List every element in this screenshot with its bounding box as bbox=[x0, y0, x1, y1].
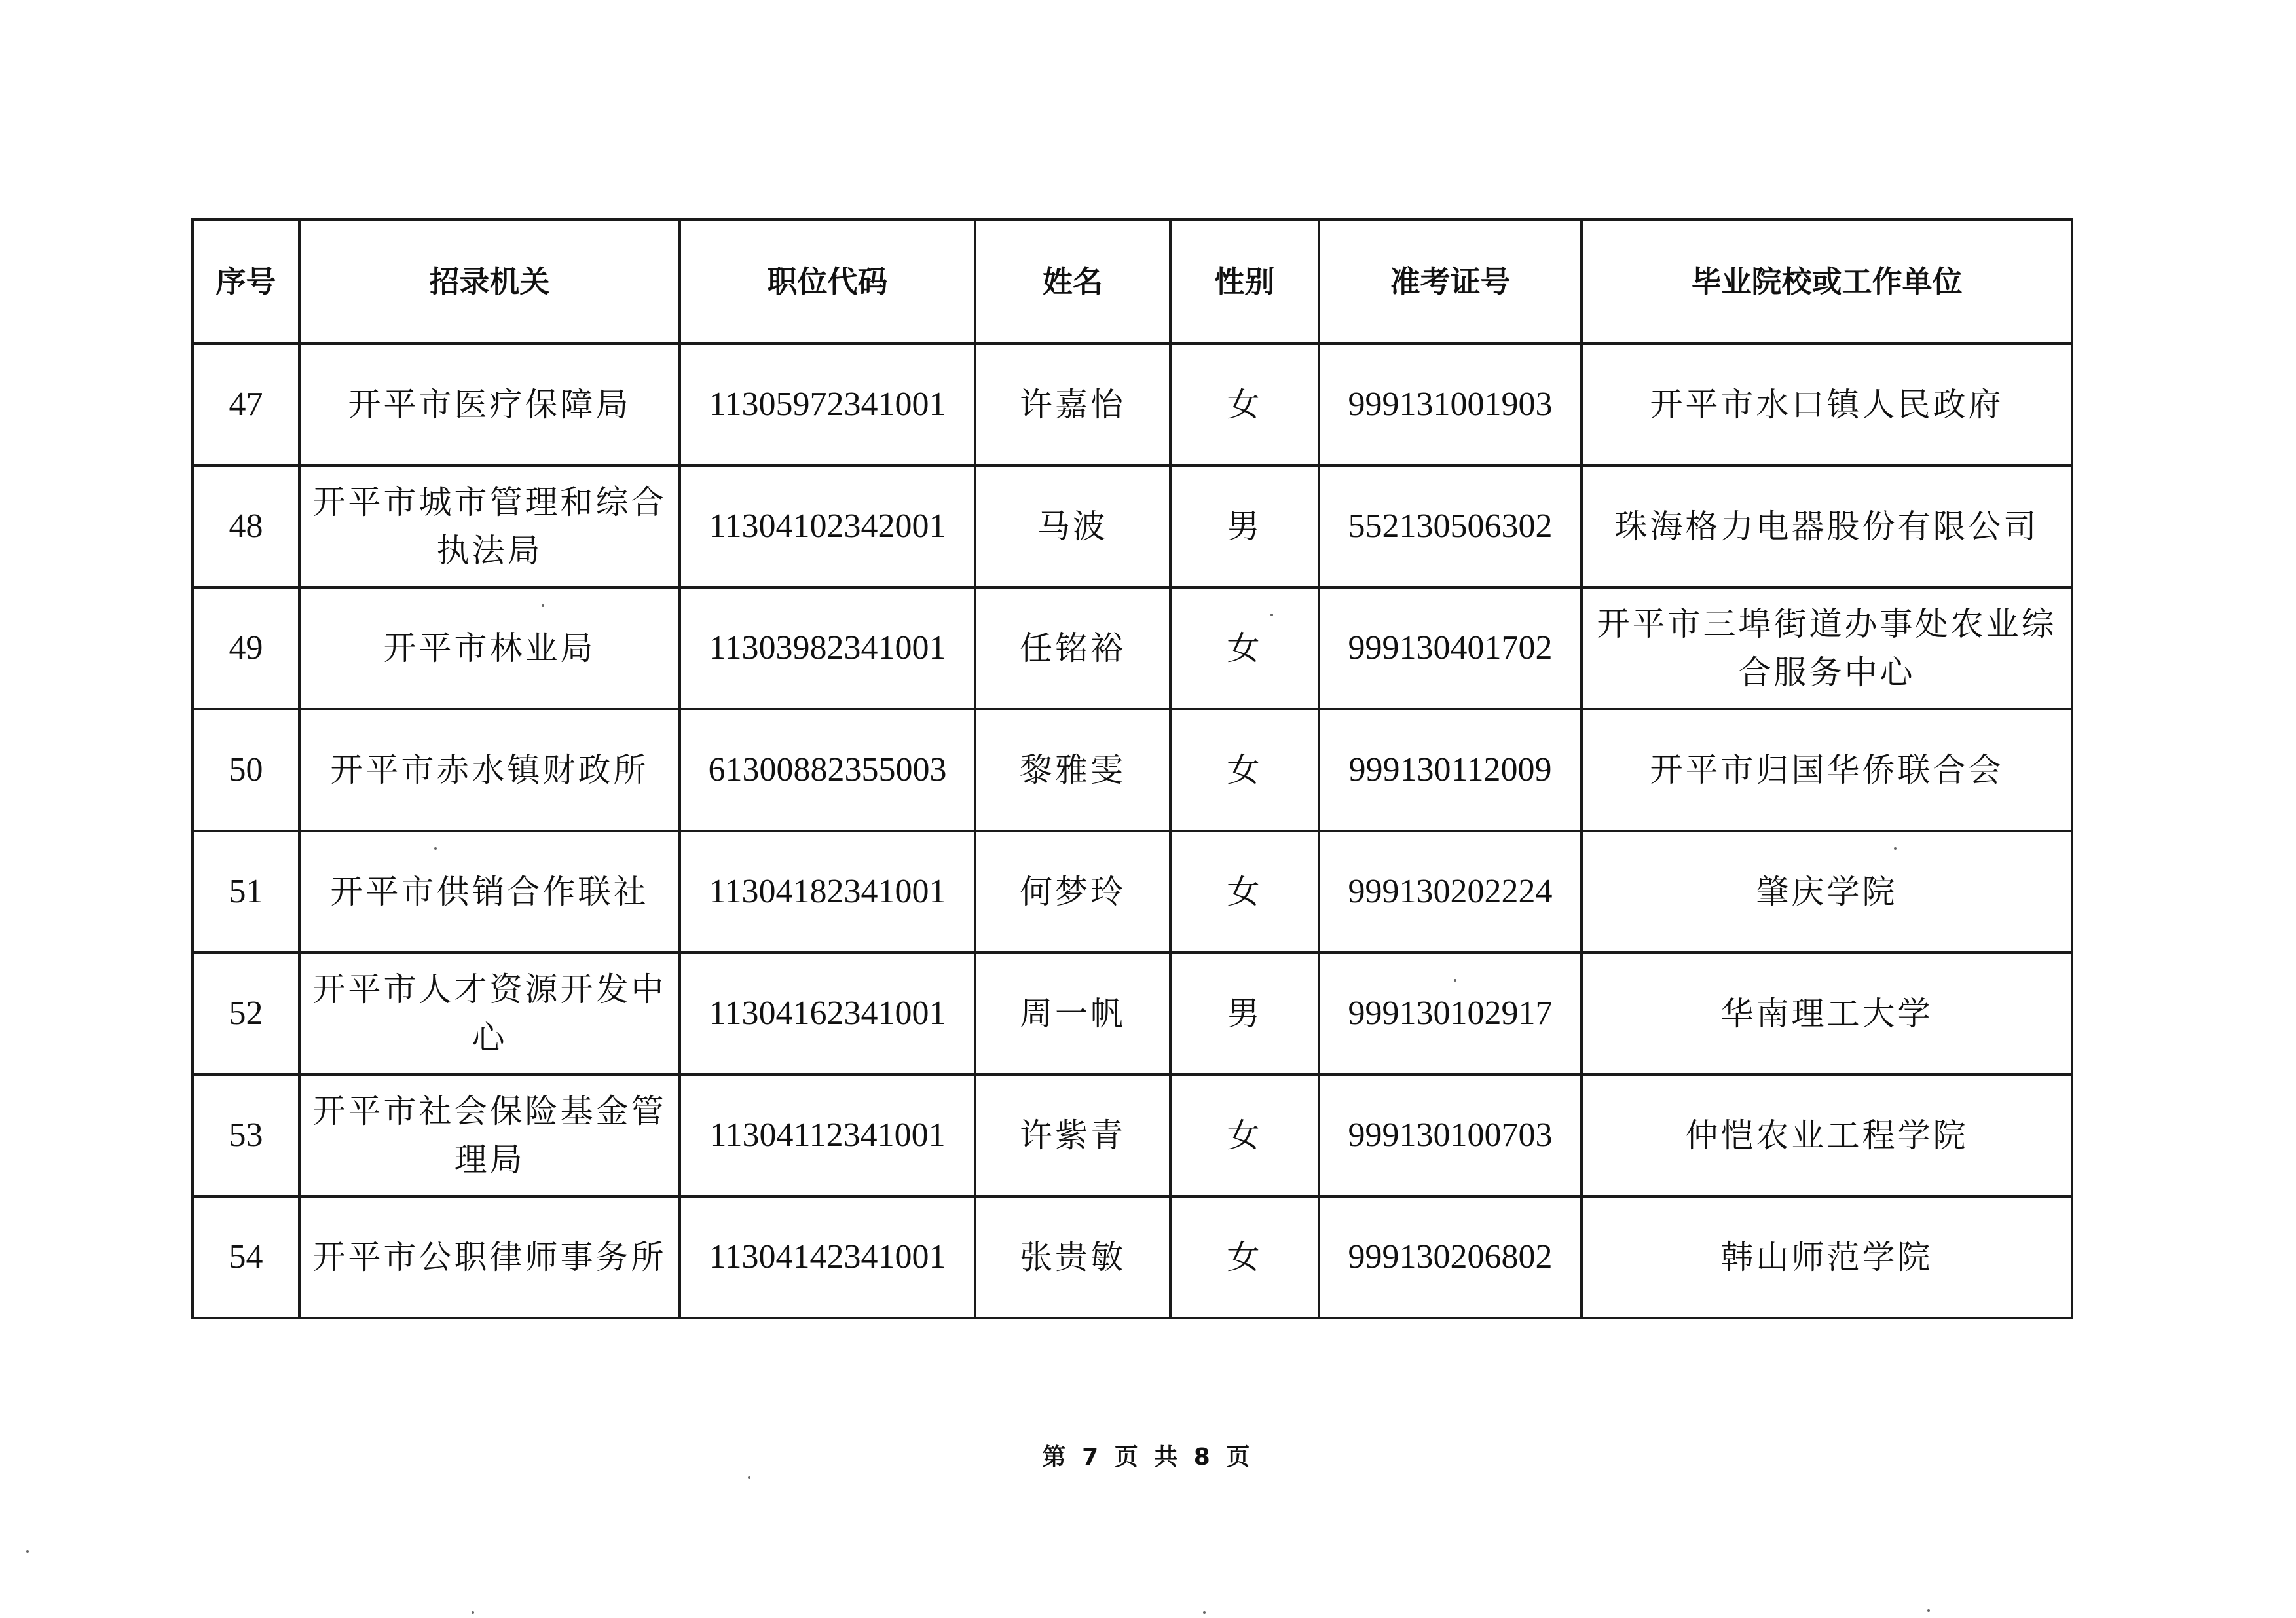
table-row bbox=[193, 1196, 2072, 1318]
scan-speck bbox=[1454, 979, 1456, 982]
cell-position-code: 11303982341001 bbox=[680, 587, 975, 709]
cell-seq: 47 bbox=[193, 344, 299, 466]
scan-speck bbox=[26, 1550, 29, 1553]
cell-gender: 男 bbox=[1170, 953, 1319, 1075]
cell-name: 周一帆 bbox=[975, 953, 1170, 1075]
table-header-row bbox=[193, 219, 2072, 344]
scan-speck bbox=[1927, 1609, 1930, 1612]
scan-speck bbox=[1894, 847, 1897, 850]
cell-name: 马波 bbox=[975, 466, 1170, 587]
cell-position-code: 61300882355003 bbox=[680, 709, 975, 831]
cell-name: 黎雅雯 bbox=[975, 709, 1170, 831]
cell-agency: 开平市供销合作联社 bbox=[299, 831, 680, 953]
cell-seq: 53 bbox=[193, 1075, 299, 1196]
scan-speck bbox=[434, 847, 437, 850]
cell-school-or-employer: 华南理工大学 bbox=[1582, 953, 2072, 1075]
table-row bbox=[193, 344, 2072, 466]
table-row bbox=[193, 709, 2072, 831]
cell-exam-no: 999131001903 bbox=[1319, 344, 1582, 466]
scan-speck bbox=[1270, 614, 1273, 616]
header-name: 姓名 bbox=[975, 219, 1170, 344]
cell-agency: 开平市公职律师事务所 bbox=[299, 1196, 680, 1318]
header-school-or-employer: 毕业院校或工作单位 bbox=[1582, 219, 2072, 344]
cell-name: 许紫青 bbox=[975, 1075, 1170, 1196]
cell-position-code: 11304182341001 bbox=[680, 831, 975, 953]
cell-seq: 50 bbox=[193, 709, 299, 831]
cell-agency: 开平市赤水镇财政所 bbox=[299, 709, 680, 831]
cell-position-code: 11304102342001 bbox=[680, 466, 975, 587]
cell-gender: 女 bbox=[1170, 709, 1319, 831]
table-row bbox=[193, 953, 2072, 1075]
cell-gender: 女 bbox=[1170, 587, 1319, 709]
table-row bbox=[193, 1075, 2072, 1196]
cell-seq: 51 bbox=[193, 831, 299, 953]
scan-speck bbox=[542, 604, 544, 607]
cell-gender: 女 bbox=[1170, 831, 1319, 953]
cell-name: 任铭裕 bbox=[975, 587, 1170, 709]
cell-exam-no: 999130206802 bbox=[1319, 1196, 1582, 1318]
cell-seq: 54 bbox=[193, 1196, 299, 1318]
cell-name: 张贵敏 bbox=[975, 1196, 1170, 1318]
cell-exam-no: 999130202224 bbox=[1319, 831, 1582, 953]
scan-speck bbox=[1203, 1611, 1206, 1614]
header-position-code: 职位代码 bbox=[680, 219, 975, 344]
cell-school-or-employer: 韩山师范学院 bbox=[1582, 1196, 2072, 1318]
cell-seq: 49 bbox=[193, 587, 299, 709]
cell-school-or-employer: 开平市归国华侨联合会 bbox=[1582, 709, 2072, 831]
cell-agency: 开平市社会保险基金管理局 bbox=[299, 1075, 680, 1196]
header-exam-no: 准考证号 bbox=[1319, 219, 1582, 344]
cell-school-or-employer: 开平市三埠街道办事处农业综合服务中心 bbox=[1582, 587, 2072, 709]
cell-agency: 开平市医疗保障局 bbox=[299, 344, 680, 466]
scan-speck bbox=[472, 1611, 474, 1614]
cell-position-code: 11304112341001 bbox=[680, 1075, 975, 1196]
admission-roster-table bbox=[191, 218, 2073, 1319]
cell-position-code: 11304162341001 bbox=[680, 953, 975, 1075]
cell-position-code: 11304142341001 bbox=[680, 1196, 975, 1318]
cell-name: 何梦玲 bbox=[975, 831, 1170, 953]
cell-school-or-employer: 仲恺农业工程学院 bbox=[1582, 1075, 2072, 1196]
cell-exam-no: 999130401702 bbox=[1319, 587, 1582, 709]
header-agency: 招录机关 bbox=[299, 219, 680, 344]
cell-exam-no: 552130506302 bbox=[1319, 466, 1582, 587]
cell-exam-no: 999130100703 bbox=[1319, 1075, 1582, 1196]
cell-gender: 女 bbox=[1170, 344, 1319, 466]
table-row bbox=[193, 587, 2072, 709]
table-row bbox=[193, 466, 2072, 587]
page-number-footer: 第 7 页 共 8 页 bbox=[1042, 1444, 1254, 1471]
table-row bbox=[193, 831, 2072, 953]
cell-agency: 开平市林业局 bbox=[299, 587, 680, 709]
cell-gender: 男 bbox=[1170, 466, 1319, 587]
header-seq: 序号 bbox=[193, 219, 299, 344]
cell-position-code: 11305972341001 bbox=[680, 344, 975, 466]
cell-seq: 52 bbox=[193, 953, 299, 1075]
cell-gender: 女 bbox=[1170, 1196, 1319, 1318]
header-gender: 性别 bbox=[1170, 219, 1319, 344]
cell-agency: 开平市人才资源开发中心 bbox=[299, 953, 680, 1075]
cell-exam-no: 999130102917 bbox=[1319, 953, 1582, 1075]
cell-seq: 48 bbox=[193, 466, 299, 587]
cell-gender: 女 bbox=[1170, 1075, 1319, 1196]
cell-school-or-employer: 珠海格力电器股份有限公司 bbox=[1582, 466, 2072, 587]
cell-agency: 开平市城市管理和综合执法局 bbox=[299, 466, 680, 587]
cell-exam-no: 999130112009 bbox=[1319, 709, 1582, 831]
cell-name: 许嘉怡 bbox=[975, 344, 1170, 466]
scan-speck bbox=[748, 1476, 750, 1479]
cell-school-or-employer: 开平市水口镇人民政府 bbox=[1582, 344, 2072, 466]
cell-school-or-employer: 肇庆学院 bbox=[1582, 831, 2072, 953]
